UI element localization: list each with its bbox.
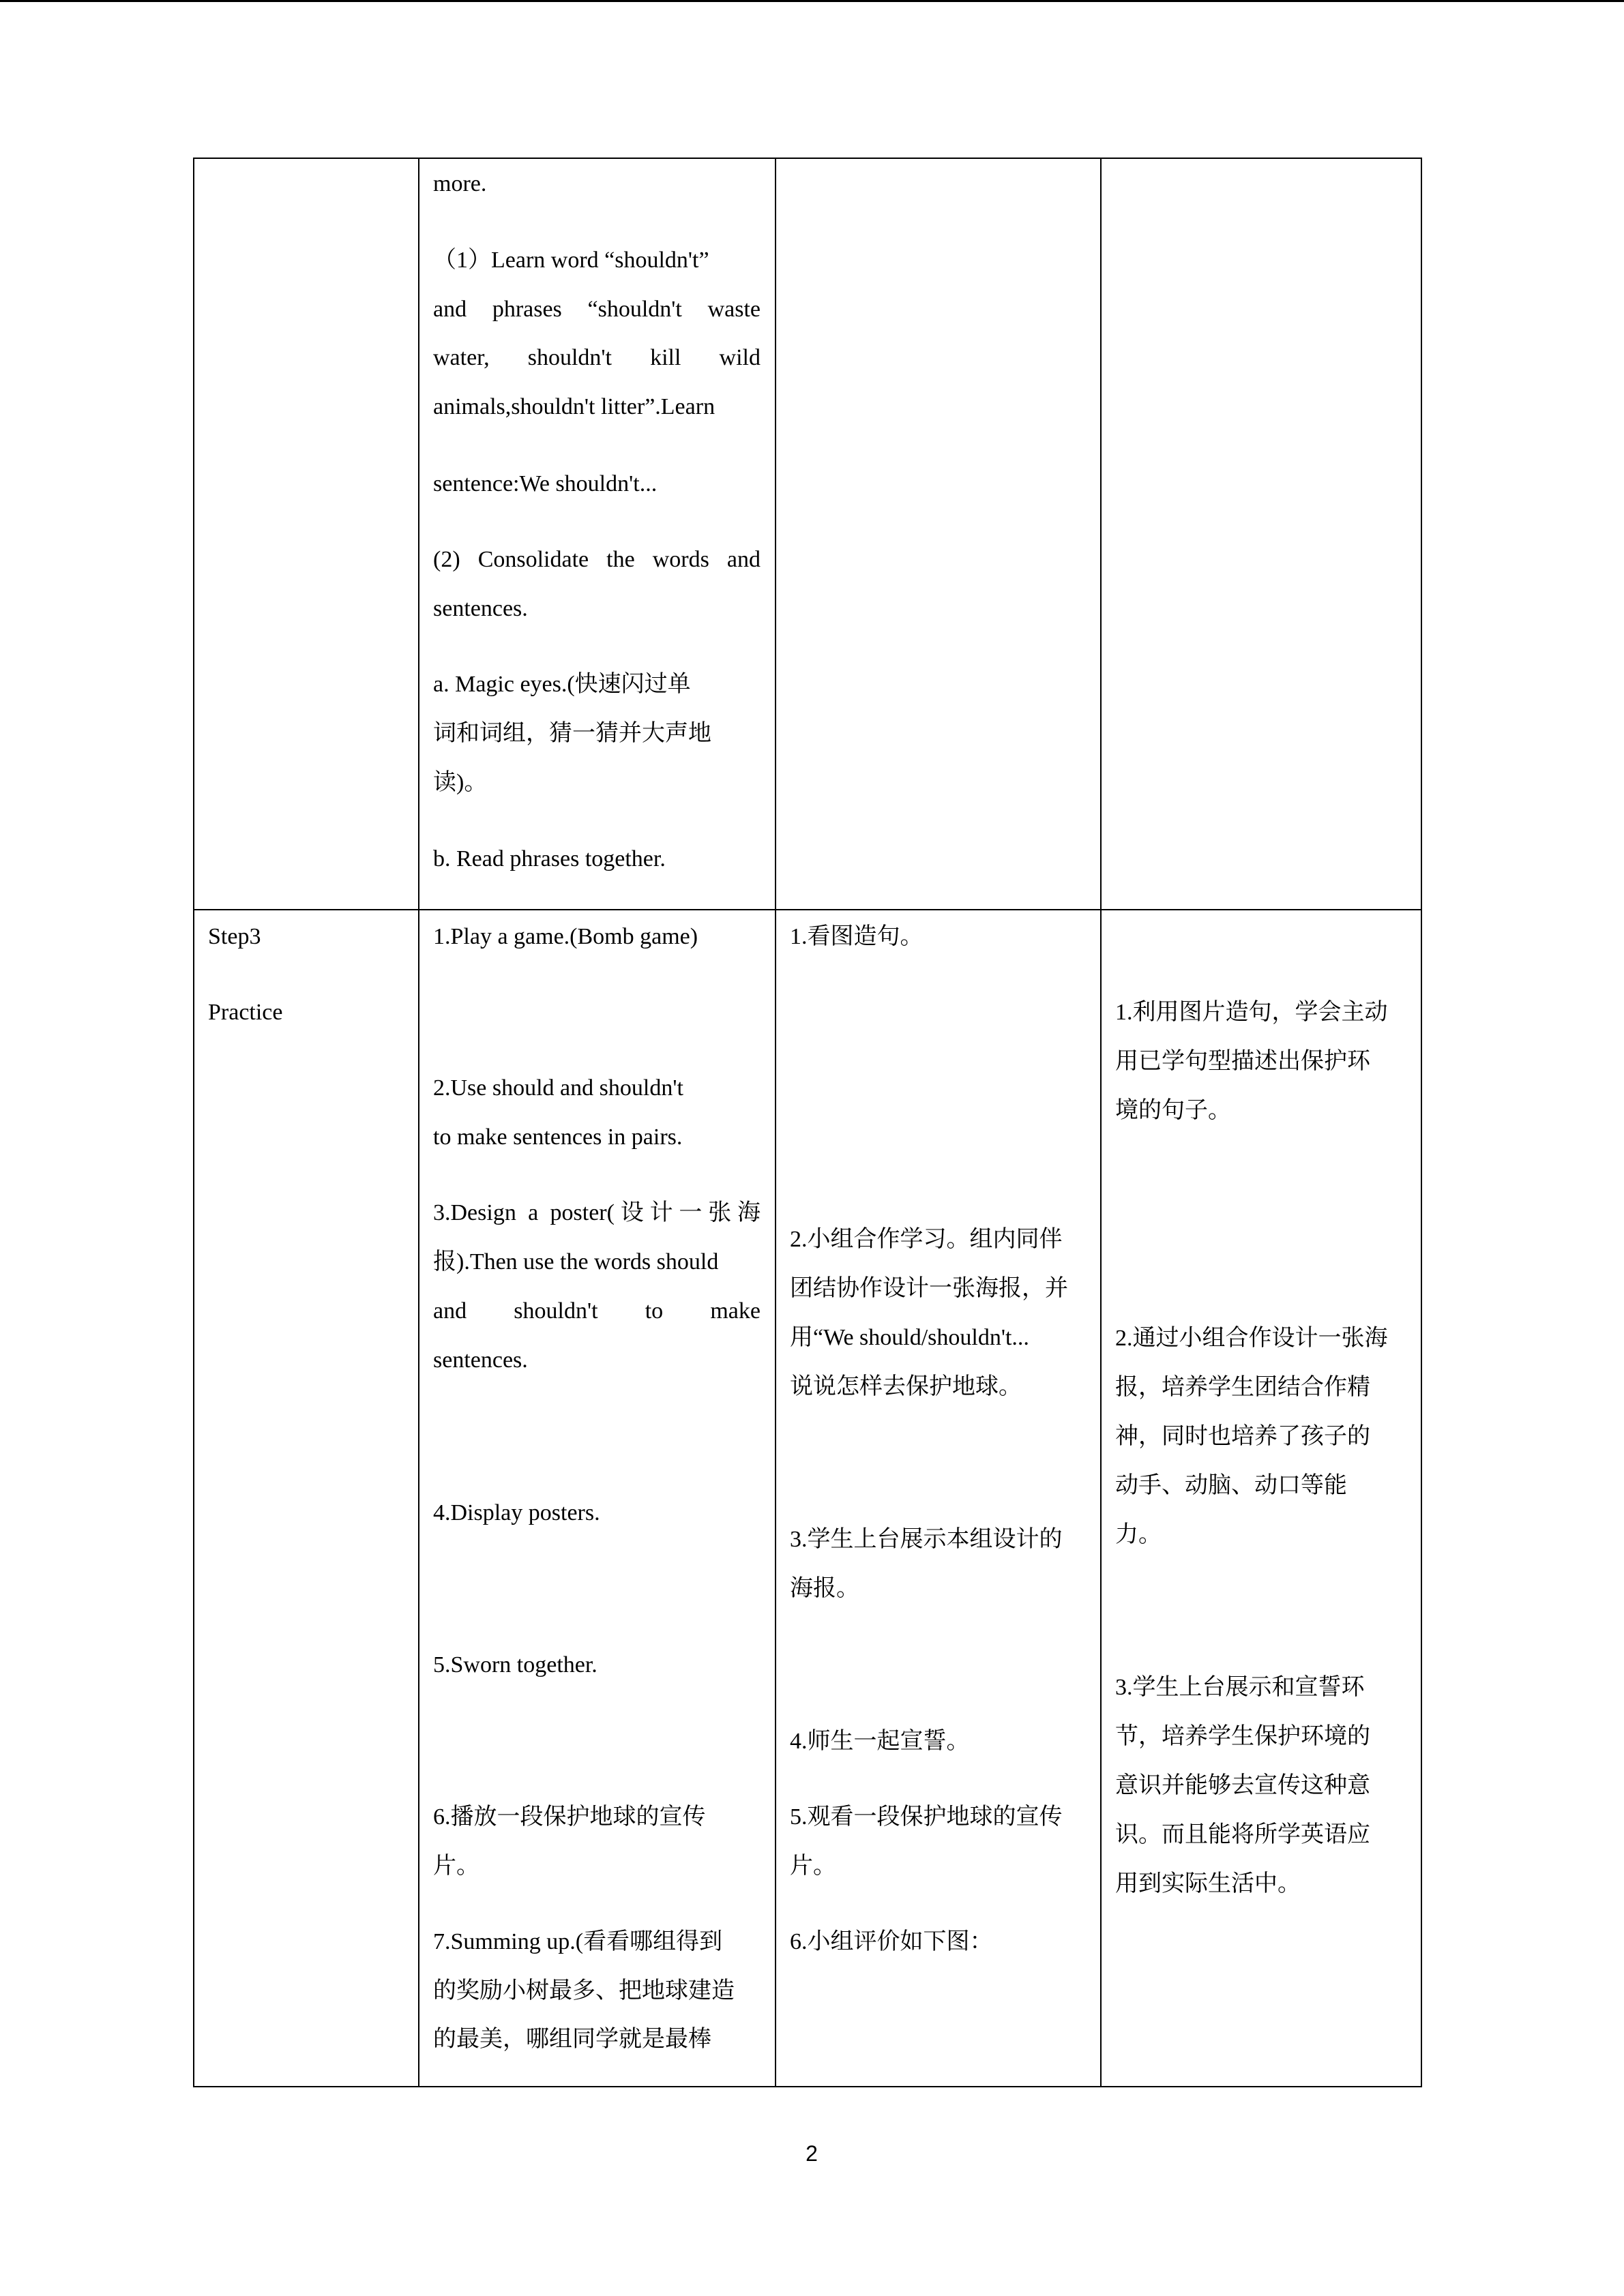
text-line: to make sentences in pairs.	[433, 1124, 683, 1150]
text-line: 识。而且能将所学英语应	[1115, 1822, 1370, 1847]
text-line: and phrases “shouldn't waste	[433, 297, 761, 322]
text-line: （1）Learn word “shouldn't”	[433, 248, 709, 273]
text-line: 1.Play a game.(Bomb game)	[433, 924, 698, 949]
step-label: Step3	[208, 924, 261, 949]
table-bottom-border	[193, 2086, 1422, 2087]
text-line: 报).Then use the words should	[433, 1249, 719, 1274]
text-line: 海报。	[790, 1576, 859, 1601]
text-line: 5.观看一段保护地球的宣传	[790, 1804, 1063, 1830]
text-line: sentence:We shouldn't...	[433, 471, 658, 496]
text-line: 用到实际生活中。	[1115, 1871, 1301, 1896]
table-right-border	[1421, 158, 1422, 2087]
text-line: 1.看图造句。	[790, 924, 924, 949]
text-line: 说说怎样去保护地球。	[790, 1374, 1022, 1399]
column-divider-2	[775, 158, 776, 2087]
text-line: 6.播放一段保护地球的宣传	[433, 1804, 706, 1830]
text-line: 5.Sworn together.	[433, 1652, 597, 1678]
text-line: 的奖励小树最多、把地球建造	[433, 1978, 735, 2003]
text-line: (2) Consolidate the words and	[433, 547, 761, 572]
text-line: 力。	[1115, 1522, 1162, 1547]
column-divider-3	[1100, 158, 1102, 2087]
text-line: 3.学生上台展示本组设计的	[790, 1527, 1063, 1552]
text-line: 片。	[790, 1853, 836, 1879]
text-line: 4.Display posters.	[433, 1500, 600, 1525]
text-line: 报，培养学生团结合作精	[1115, 1375, 1370, 1400]
step-name: Practice	[208, 1000, 283, 1025]
column-divider-1	[418, 158, 419, 2087]
text-line: and shouldn't to make	[433, 1298, 761, 1324]
text-line: sentences.	[433, 1347, 528, 1373]
text-line: 2.小组合作学习。组内同伴	[790, 1227, 1063, 1252]
table-top-border	[193, 158, 1422, 159]
text-line: 节，培养学生保护环境的	[1115, 1724, 1370, 1749]
text-line: 2.Use should and shouldn't	[433, 1075, 683, 1101]
text-line: 片。	[433, 1853, 479, 1879]
page-number: 2	[806, 2141, 818, 2166]
text-line: 词和词组，猜一猜并大声地	[433, 721, 711, 746]
text-line: 1.利用图片造句，学会主动	[1115, 1000, 1388, 1025]
text-line: 4.师生一起宣誓。	[790, 1729, 970, 1754]
text-line: 意识并能够去宣传这种意	[1115, 1773, 1370, 1798]
text-line: 3.学生上台展示和宣誓环	[1115, 1675, 1365, 1700]
table-left-border	[193, 158, 194, 2087]
text-line: animals,shouldn't litter”.Learn	[433, 394, 715, 419]
text-line: 用“We should/shouldn't...	[790, 1325, 1029, 1350]
text-line: 的最美，哪组同学就是最棒	[433, 2027, 711, 2052]
text-line: 2.通过小组合作设计一张海	[1115, 1326, 1388, 1351]
text-line: 神，同时也培养了孩子的	[1115, 1424, 1370, 1449]
text-line: sentences.	[433, 596, 528, 621]
text-line: 读)。	[433, 770, 488, 795]
text-line: more.	[433, 171, 487, 196]
text-line: 团结协作设计一张海报，并	[790, 1276, 1068, 1301]
text-line: water, shouldn't kill wild	[433, 345, 761, 370]
text-line: 动手、动脑、动口等能	[1115, 1473, 1347, 1498]
text-line: b. Read phrases together.	[433, 846, 666, 871]
text-line: 6.小组评价如下图：	[790, 1929, 993, 1954]
text-line: 境的句子。	[1115, 1098, 1231, 1123]
row-divider	[193, 909, 1422, 910]
text-line: 用已学句型描述出保护环	[1115, 1049, 1370, 1074]
text-line: a. Magic eyes.(快速闪过单	[433, 672, 691, 697]
text-line: 7.Summing up.(看看哪组得到	[433, 1929, 723, 1954]
text-line: 3.Design a poster(设计一张海	[433, 1200, 761, 1225]
